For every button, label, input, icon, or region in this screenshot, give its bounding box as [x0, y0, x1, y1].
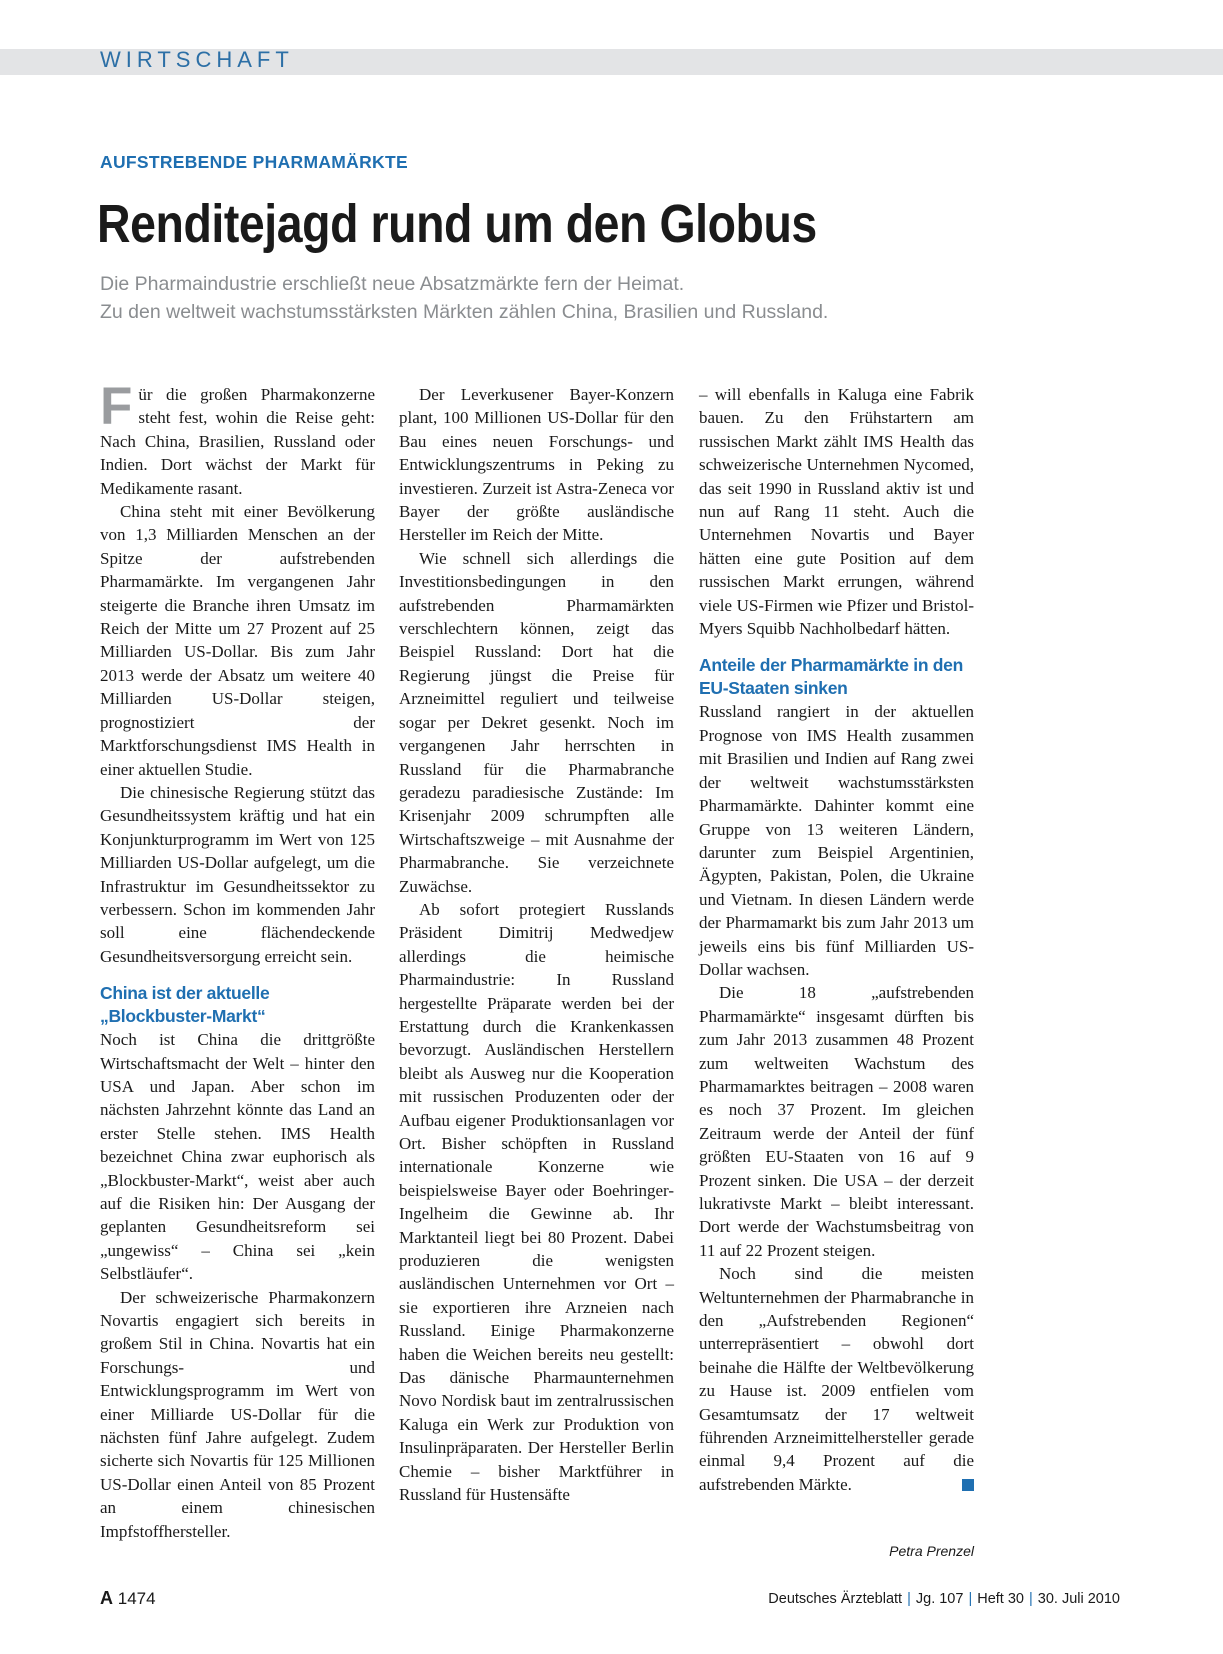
paragraph: Die chinesische Regierung stützt das Gesundheitssystem kräftig und hat ein Konjunkturprogramm im Wert von 125 Milliarden US-Dollar aufgelegt, um die Infrastruktur im Gesundheitssektor zu verbessern. Schon im kommenden Jahr soll eine flächendeckende Gesundheitsversorgung erreicht sein.: [100, 782, 375, 966]
standfirst-line: Die Pharmaindustrie erschließt neue Absatzmärkte fern der Heimat.: [100, 273, 685, 295]
section-label: WIRTSCHAFT: [100, 47, 294, 72]
paragraph: – will ebenfalls in Kaluga eine Fabrik bauen. Zu den Frühstartern am russischen Markt zählt IMS Health das schweizerische Unternehmen Nycomed, das seit 1990 in Russland aktiv ist und nun auf Rang 11 steht. Auch die Unternehmen Novartis und Bayer hätten eine gute Position auf dem russischen Markt errungen, während viele US-Firmen wie Pfizer und Bristol-Myers Squibb Nachholbedarf hätten.: [699, 385, 974, 639]
standfirst-line: Zu den weltweit wachstumsstärksten Märkten zählen China, Brasilien und Russland.: [100, 301, 829, 323]
separator: |: [907, 1591, 911, 1607]
subheading: Anteile der Pharmamärkte in den EU-Staaten sinken: [699, 655, 963, 699]
headline: Renditejagd rund um den Globus: [97, 194, 817, 254]
paragraph: China steht mit einer Bevölkerung von 1,3 Milliarden Menschen an der Spitze der aufstrebenden Pharmamärkte. Im vergangenen Jahr steigerte die Branche ihren Umsatz im Reich der Mitte um 27 Prozent auf 25 Milliarden US-Dollar. Bis zum Jahr 2013 werde der Absatz um weitere 40 Milliarden US-Dollar steigen, prognostiziert der Marktforschungsdienst IMS Health in einer aktuellen Studie.: [100, 502, 375, 779]
standfirst: [100, 270, 1000, 326]
kicker: AUFSTREBENDE PHARMAMÄRKTE: [100, 152, 408, 172]
journal-footer: [768, 1591, 1120, 1607]
separator: |: [968, 1591, 973, 1607]
page-number: [100, 1588, 156, 1609]
separator: |: [1028, 1591, 1033, 1607]
paragraph-text: ür die großen Pharmakonzerne steht fest, wohin die Reise geht: Nach China, Brasilien, Russland oder Indien. Dort wächst der Markt für Medikamente rasant.: [100, 385, 375, 498]
paragraph: Wie schnell sich allerdings die Investitionsbedingungen in den aufstrebenden Pharmamärkten verschlechtern können, zeigt das Beispiel Russland: Dort hat die Regierung jüngst die Preise für Arzneimittel reguliert und teilweise sogar per Dekret gesenkt. Noch im vergangenen Jahr herrschten in Russland für die Pharmabranche geradezu paradiesische Zustände: Im Krisenjahr 2009 schrumpften alle Wirtschaftszweige – mit Ausnahme der Pharmabranche. Sie verzeichnete Zuwächse.: [399, 548, 674, 896]
paragraph: Die 18 „aufstrebenden Pharmamärkte“ insgesamt dürften bis zum Jahr 2013 zusammen 48 Prozent zum weltweiten Wachstum des Pharmamarktes beitragen – 2008 waren es noch 37 Prozent. Im gleichen Zeitraum werde der Anteil der fünf größten EU-Staaten von 16 auf 9 Prozent sinken. Die USA – der derzeit lukrativste Markt – bleibt interessant. Dort werde der Wachstumsbeitrag von 11 auf 22 Prozent steigen.: [699, 983, 974, 1260]
paragraph: Russland rangiert in der aktuellen Prognose von IMS Health zusammen mit Brasilien und Indien auf Rang zwei der weltweit wachstumsstärksten Pharmamärkte. Dahinter kommt eine Gruppe von 13 weiteren Ländern, darunter zum Beispiel Argentinien, Ägypten, Pakistan, Polen, die Ukraine und Vietnam. In diesen Ländern werde der Pharmamarkt bis zum Jahr 2013 um jeweils eins bis fünf Milliarden US-Dollar wachsen.: [699, 702, 974, 979]
journal-name: Deutsches Ärzteblatt: [768, 1591, 903, 1607]
journal-date: 30. Juli 2010: [1037, 1591, 1120, 1607]
subheading: China ist der aktuelle „Blockbuster-Markt“: [100, 983, 270, 1027]
column-2: [399, 383, 674, 1507]
page-prefix: A: [100, 1588, 113, 1608]
byline: Petra Prenzel: [889, 1543, 974, 1559]
paragraph: [100, 377, 375, 500]
column-3: [699, 383, 974, 1496]
journal-issue: Heft 30: [977, 1591, 1024, 1607]
paragraph: [699, 1262, 974, 1496]
end-mark-icon: [962, 1479, 974, 1491]
paragraph: Noch ist China die drittgrößte Wirtschaftsmacht der Welt – hinter den USA und Japan. Aber schon im nächsten Jahrzehnt könnte das Land an erster Stelle stehen. IMS Health bezeichnet China zwar euphorisch als „Blockbuster-Markt“, weist aber auch auf die Risiken hin: Der Ausgang der geplanten Gesundheitsreform sei „ungewiss“ – China sei „kein Selbstläufer“.: [100, 1030, 375, 1284]
drop-cap: F: [100, 377, 133, 436]
paragraph: Ab sofort protegiert Russlands Präsident Dimitrij Medwedjew allerdings die heimische Pharmaindustrie: In Russland hergestellte Präparate werden bei der Erstattung durch die Krankenkassen bevorzugt. Ausländischen Herstellern bleibt als Ausweg nur die Kooperation mit russischen Produzenten oder der Aufbau eigener Produktionsanlagen vor Ort. Bisher schöpften in Russland internationale Konzerne wie beispielsweise Bayer oder Boehringer-Ingelheim die Gewinne ab. Ihr Marktanteil liegt bei 80 Prozent. Dabei produzieren die wenigsten ausländischen Unternehmen vor Ort – sie exportieren ihre Arzneien nach Russland. Einige Pharmakonzerne haben die Weichen bereits neu gestellt: Das dänische Pharmaunternehmen Novo Nordisk baut im zentralrussischen Kaluga ein Werk zur Produktion von Insulinpräparaten. Der Hersteller Berlin Chemie – bisher Marktführer in Russland für Hustensäfte: [399, 899, 674, 1505]
paragraph: Der schweizerische Pharmakonzern Novartis engagiert sich bereits in großem Stil in China. Novartis hat ein Forschungs- und Entwicklungsprogramm im Wert von einer Milliarde US-Dollar für die nächsten fünf Jahre aufgelegt. Zudem sicherte sich Novartis für 125 Millionen US-Dollar einen Anteil von 85 Prozent an einem chinesischen Impfstoffhersteller.: [100, 1287, 375, 1541]
paragraph-text: Noch sind die meisten Weltunternehmen der Pharmabranche in den „Aufstrebenden Regionen“ unterrepräsentiert – obwohl dort beinahe die Hälfte der Weltbevölkerung zu Hause ist. 2009 entfielen vom Gesamtumsatz der 17 weltweit führenden Arzneimittelhersteller gerade einmal 9,4 Prozent auf die aufstrebenden Märkte.: [699, 1264, 974, 1494]
column-1: [100, 377, 375, 1543]
journal-volume: Jg. 107: [915, 1591, 964, 1607]
paragraph: Der Leverkusener Bayer-Konzern plant, 100 Millionen US-Dollar für den Bau eines neuen Forschungs- und Entwicklungszentrums in Peking zu investieren. Zurzeit ist Astra-Zeneca vor Bayer der größte ausländische Hersteller im Reich der Mitte.: [399, 385, 674, 545]
page-number-value: 1474: [117, 1589, 156, 1608]
